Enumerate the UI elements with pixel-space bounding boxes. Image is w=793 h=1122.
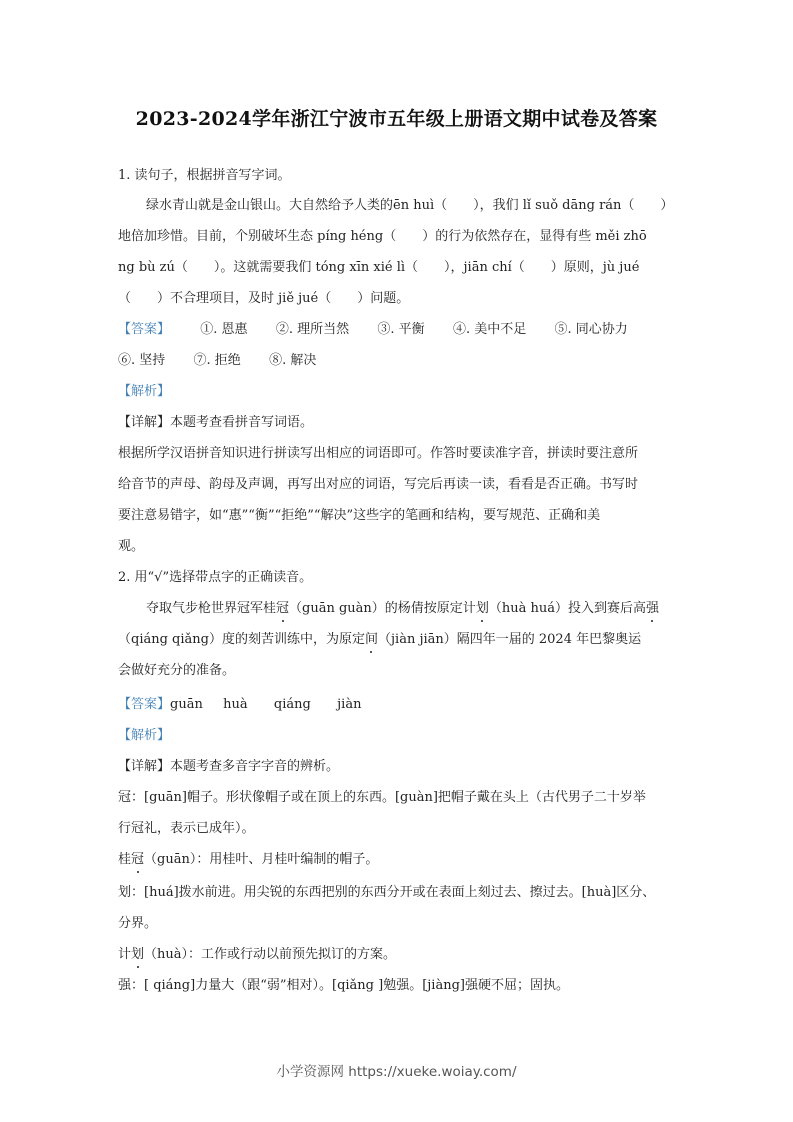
q2-explanation-line: 划：[huá]拨水前进。用尖锐的东西把别的东西分开或在表面上刻过去、擦过去。[huà]区分、 bbox=[118, 885, 656, 900]
q2-explanation-line: 强：[ qiáng]力量大（跟“弱”相对）。[qiǎng ]勉强。[jiàng]强硬不屈；固执。 bbox=[118, 978, 569, 993]
answer-item: ③. 平衡 bbox=[377, 322, 425, 337]
analysis-tag: 【解析】 bbox=[118, 728, 171, 743]
detail-text: 本题考查多音字字音的辨析。 bbox=[170, 759, 340, 774]
passage-text: （qiáng qiǎng）度的刻苦训练中，为原定 bbox=[118, 632, 365, 647]
answer-item: ⑥. 坚持 bbox=[118, 353, 166, 368]
q2-passage-line bbox=[118, 631, 678, 649]
answer-item: guān bbox=[170, 697, 203, 712]
detail-text: 本题考查看拼音写词语。 bbox=[170, 415, 314, 430]
q2-explanation-line: 冠：[guān]帽子。形状像帽子或在顶上的东西。[guàn]把帽子戴在头上（古代男子二十岁举 bbox=[118, 790, 646, 805]
q2-passage-line: 会做好充分的准备。 bbox=[118, 663, 236, 678]
dotted-char: 冠 bbox=[131, 852, 145, 867]
passage-text: （huà）：工作或行动以前预先拟订的方案。 bbox=[144, 947, 397, 962]
q2-explanation-line bbox=[118, 946, 678, 964]
answer-item: ⑤. 同心协力 bbox=[554, 322, 628, 337]
answer-item: qiáng bbox=[273, 697, 311, 712]
dotted-char: 划 bbox=[475, 601, 489, 616]
q1-explanation-line: 给音节的声母、韵母及声调，再写出对应的词语，写完后再读一读，看看是否正确。书写时 bbox=[118, 477, 639, 492]
q2-explanation-line bbox=[118, 851, 678, 869]
q1-answer-row bbox=[118, 321, 678, 339]
q1-passage-line: 绿水青山就是金山银山。大自然给予人类的ēn huì（ ），我们 lǐ suǒ dāng rán（ ） bbox=[146, 198, 674, 213]
answer-item: ④. 美中不足 bbox=[452, 322, 527, 337]
answer-item: ⑧. 解决 bbox=[269, 353, 317, 368]
passage-text: 计 bbox=[118, 947, 132, 962]
q1-answer-row bbox=[118, 352, 678, 370]
answer-item: ①. 恩惠 bbox=[200, 322, 248, 337]
q1-passage-line: （ ）不合理项目，及时 jiě jué（ ）问题。 bbox=[118, 291, 410, 306]
detail-label: 【详解】 bbox=[118, 415, 171, 430]
answer-item: jiàn bbox=[337, 697, 362, 712]
passage-text: （guān）：用桂叶、月桂叶编制的帽子。 bbox=[144, 852, 379, 867]
q1-explanation-line: 观。 bbox=[118, 539, 145, 554]
q1-passage-line: 地倍加珍惜。目前，个别破坏生态 píng héng（ ）的行为依然存在，显得有些 měi zhō bbox=[118, 229, 647, 244]
q2-prompt: 2. 用“√”选择带点字的正确读音。 bbox=[118, 570, 313, 585]
page-title: 2023-2024学年浙江宁波市五年级上册语文期中试卷及答案 bbox=[135, 108, 658, 130]
answer-item: ②. 理所当然 bbox=[275, 322, 350, 337]
q1-passage-line: ng bù zú（ ）。这就需要我们 tóng xīn xié lì（ ），jiān chí（ ）原则，jù jué bbox=[118, 260, 640, 275]
footer-watermark: 小学资源网 https://xueke.woiay.com/ bbox=[276, 1064, 517, 1080]
passage-text: 桂 bbox=[118, 852, 132, 867]
dotted-char: 间 bbox=[364, 632, 378, 647]
q2-explanation-line: 分界。 bbox=[118, 916, 158, 931]
dotted-char: 划 bbox=[131, 947, 145, 962]
q1-prompt: 1. 读句子，根据拼音写字词。 bbox=[118, 168, 291, 183]
analysis-tag: 【解析】 bbox=[118, 384, 171, 399]
q2-explanation-line: 行冠礼，表示已成年）。 bbox=[118, 821, 255, 836]
passage-text: （huà huá）投入到赛后高 bbox=[488, 601, 646, 616]
dotted-char: 冠 bbox=[276, 601, 290, 616]
q2-answer-row bbox=[118, 696, 678, 714]
answer-tag: 【答案】 bbox=[118, 697, 171, 712]
passage-text: （jiàn jiān）隔四年一届的 2024 年巴黎奥运 bbox=[378, 632, 642, 647]
q2-passage-line bbox=[146, 600, 706, 618]
answer-item: huà bbox=[223, 697, 248, 712]
q1-explanation-line: 要注意易错字，如“惠”“衡”“拒绝”“解决”这些字的笔画和结构，要写规范、正确和美 bbox=[118, 508, 601, 523]
answer-tag: 【答案】 bbox=[118, 322, 171, 337]
q2-detail bbox=[118, 758, 678, 776]
passage-text: 夺取气步枪世界冠军桂 bbox=[146, 601, 277, 616]
q1-explanation-line: 根据所学汉语拼音知识进行拼读写出相应的词语即可。作答时要读准字音，拼读时要注意所 bbox=[118, 446, 639, 461]
passage-text: （guān guàn）的杨倩按原定计 bbox=[289, 601, 476, 616]
dotted-char: 强 bbox=[645, 601, 659, 616]
detail-label: 【详解】 bbox=[118, 759, 171, 774]
answer-item: ⑦. 拒绝 bbox=[193, 353, 241, 368]
q1-detail bbox=[118, 414, 678, 432]
